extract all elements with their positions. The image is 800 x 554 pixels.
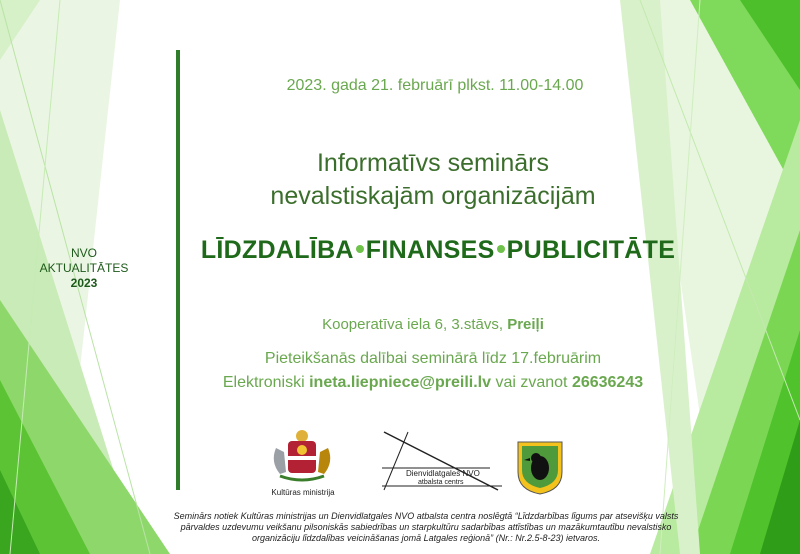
registration-middle: vai zvanot [491,374,572,391]
address-street: Kooperatīva iela 6, 3.stāvs, [322,316,508,333]
preili-coat-of-arms-icon [516,440,564,496]
event-title-line1: Informatīvs seminārs [316,149,549,177]
footer-line1: Seminārs notiek Kultūras ministrijas un Dienvidlatgales NVO atbalsta centra noslēgtā “Līdzdarbības līgums par atsevišķu valsts [173,511,679,521]
ngo-center-logo-icon [378,430,508,494]
registration-email-link[interactable]: ineta.liepniece@preili.lv [309,374,491,391]
coat-of-arms-icon [266,428,338,484]
registration-phone[interactable]: 26636243 [571,374,644,391]
registration-contact [200,374,666,392]
event-title-line2: nevalstiskajām organizācijām [270,182,596,210]
bullet-dot-icon [356,245,364,253]
side-label [34,246,134,291]
bullet-dot-icon [497,245,505,253]
topic-participation: LĪDZDALĪBA [200,236,354,264]
side-label-text: NVO AKTUALITĀTES [39,246,129,275]
vertical-divider [176,50,180,490]
address-city: Preiļi [507,316,544,333]
ministry-caption: Kultūras ministrija [271,488,335,497]
registration-prefix: Elektroniski [222,374,310,391]
ngo-center-subtitle: atbalsta centrs [418,479,464,486]
topic-publicity: PUBLICITĀTE [506,236,676,264]
event-date: 2023. gada 21. februārī plkst. 11.00-14.00 [286,77,584,94]
event-title [200,147,666,213]
registration-deadline: Pieteikšanās dalībai seminārā līdz 17.februārim [264,350,602,367]
topic-finance: FINANSES [365,236,495,264]
event-address [200,316,666,333]
ngo-center-name: Dienvidlatgales NVO [406,469,480,478]
topics-line [198,236,678,265]
footer-line2: pārvaldes uzdevumu veikšanu pilsoniskās sabiedrības un starpkultūru sadarbības attīstības un mazākumtautību nevalstisko [180,522,672,532]
side-label-year: 2023 [70,276,98,290]
footer-line3: organizāciju līdzdalības veicināšanas jomā Latgales reģionā” (Nr.: Nr.2.5-8-23) ietvaros. [252,533,600,543]
footer-note [118,511,734,544]
